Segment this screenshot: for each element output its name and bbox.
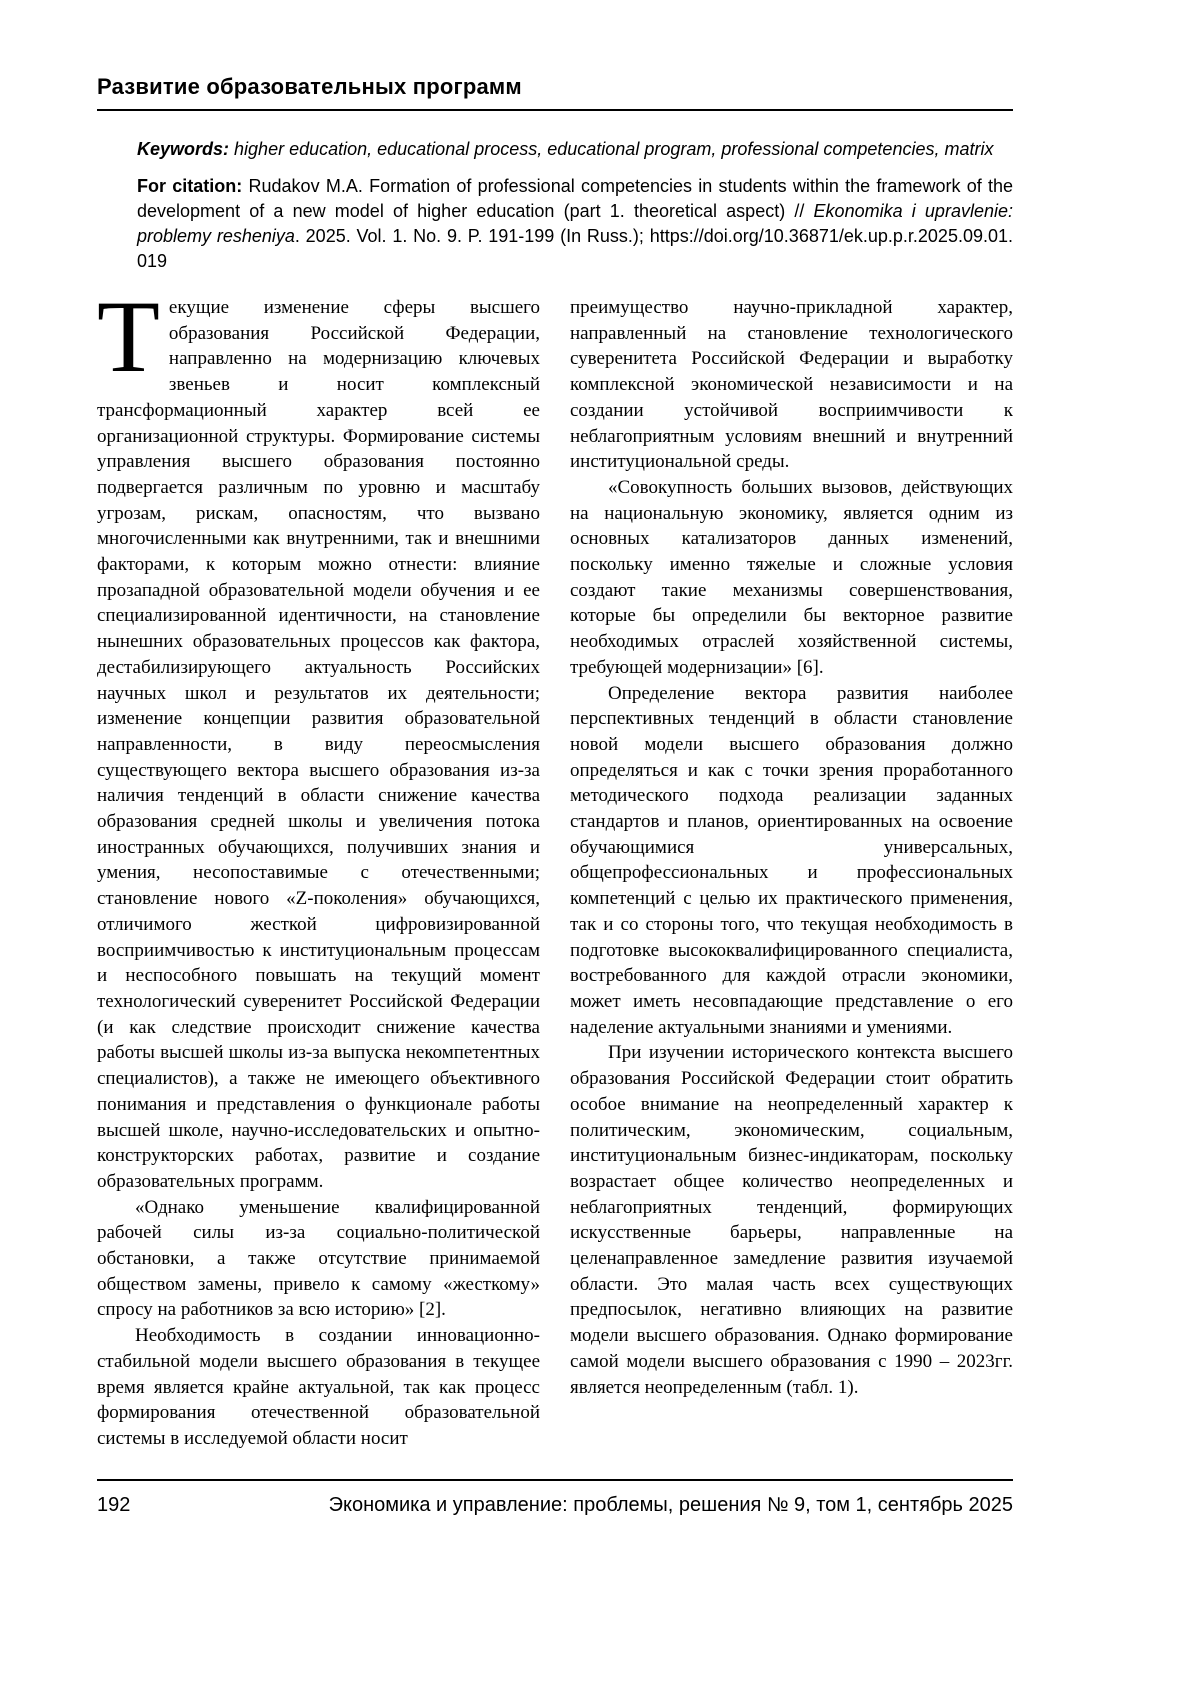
footer-row [97,1494,1013,1517]
citation-journal-title: Ekonomika i upravlenie: problemy resheniya [137,201,1013,246]
page-number: 192 [97,1494,131,1516]
paragraph: преимущество научно-прикладной характер, направленный на становление технологического суверенитета Российской Федерации и выработку комплексной экономической независимости и на создании устойчивой восприимчивости к неблагоприятным условиям внешний и внутренний институциональной среды. [570,297,1013,473]
citation-text-continued: . 2025. Vol. 1. No. 9. P. 191-199 (In Russ.); [294,226,650,246]
doi-link[interactable]: https://doi.org/10.36871/ek.up.p.r.2025.09.01.019 [137,226,1013,271]
citation-text: Rudakov M.A. Formation of professional competencies in students within the framework of the development of a new model of higher education (part 1. theoretical aspect) // [137,176,1014,221]
paragraph [97,295,540,1195]
journal-footer-line: Экономика и управление: проблемы, решения № 9, том 1, сентябрь 2025 [328,1494,1013,1516]
page-header [97,74,1013,111]
paragraph: «Совокупность больших вызовов, действующих на национальную экономику, является одним из основных катализаторов данных изменений, поскольку именно тяжелые и сложные условия создают такие механизмы совершенствования, которые бы определили бы векторное развитие необходимых отраслей хозяйственной системы, требующей модернизации» [6]. [570,476,1013,678]
left-column [97,295,540,1463]
paragraph: Определение вектора развития наиболее перспективных тенденций в области становление новой модели высшего образования должно определяться и как с точки зрения проработанного методического подхода реализации заданных стандартов и планов, ориентированных на освоение обучающимися универсальных, общепрофессиональных и профессиональных компетенций с целью их практического применения, так и со стороны того, что текущая необходимость в подготовке высококвалифицированного специалиста, востребованного для каждой отрасли экономики, может иметь несовпадающие представление о его наделение актуальными знаниями и умениями. [570,682,1013,1038]
footer-rule [97,1479,1013,1481]
citation-block [137,174,1013,274]
paragraph-text: екущие изменение сферы высшего образования Российской Федерации, направленно на модернизацию ключевых звеньев и носит комплексный трансформационный характер всей ее организационной структуры. Формирование системы управления высшего образования постоянно подвергается различным по уровню и масштабу угрозам, рискам, опасностям, что вызвано многочисленными как внутренними, так и внешними факторами, к которым можно отнести: влияние прозападной образовательной модели обучения и ее специализированной идентичности, на становление нынешних образовательных процессов как фактора, дестабилизирующего актуальность Российских научных школ и результатов их деятельности; изменение концепции развития образовательной направленности, в виду переосмысления существующего вектора высшего образования из-за наличия тенденций в области снижение качества образования средней школы и увеличения потока иностранных обучающихся, получивших знания и умения, несопоставимые с отечественными; становление нового «Z-поколения» обучающихся, отличимого жесткой цифровизированной восприимчивостью к институциональным процессам и неспособного повышать на текущий момент технологический суверенитет Российской Федерации (и как следствие происходит снижение качества работы высшей школы из-за выпуска некомпетентных специалистов), а также не имеющего объективного понимания и представления о функционале работы высшей школе, научно-исследовательских и опытно-конструкторских работах, развитие и создание образовательных программ. [97,297,540,1192]
keywords-text: higher education, educational process, educational program, professional competencies, matrix [229,139,994,159]
paragraph: При изучении исторического контекста высшего образования Российской Федерации стоит обратить особое внимание на неопределенный характер к политическим, экономическим, социальным, институциональным бизнес-индикаторам, поскольку возрастает общее количество неопределенных и неблагоприятных тенденций, формирующих искусственные барьеры, направленные на целенаправленное замедление развития изучаемой области. Это малая часть всех существующих предпосылок, негативно влияющих на развитие модели высшего образования. Однако формирование самой модели высшего образования с 1990 – 2023гг. является неопределенным (табл. 1). [570,1042,1013,1398]
keywords-line [137,137,1013,161]
paragraph: Необходимость в создании инновационно-стабильной модели высшего образования в текущее время является крайне актуальной, так как процесс формирования отечественной образовательной системы в исследуемой области носит [97,1325,540,1449]
section-title: Развитие образовательных программ [97,74,522,99]
page-content [97,0,1013,1463]
article-body [97,295,1013,1463]
keywords-label: Keywords: [137,139,230,159]
right-column [570,295,1013,1463]
drop-cap: Т [97,295,160,394]
citation-label: For citation: [137,176,243,196]
header-rule [97,109,1013,111]
page-footer [97,1479,1013,1517]
paragraph: «Однако уменьшение квалифицированной рабочей силы из-за социально-политической обстановки, а также отсутствие принимаемой обществом замены, привело к самому «жесткому» спросу на работников за всю историю» [2]. [97,1196,540,1321]
